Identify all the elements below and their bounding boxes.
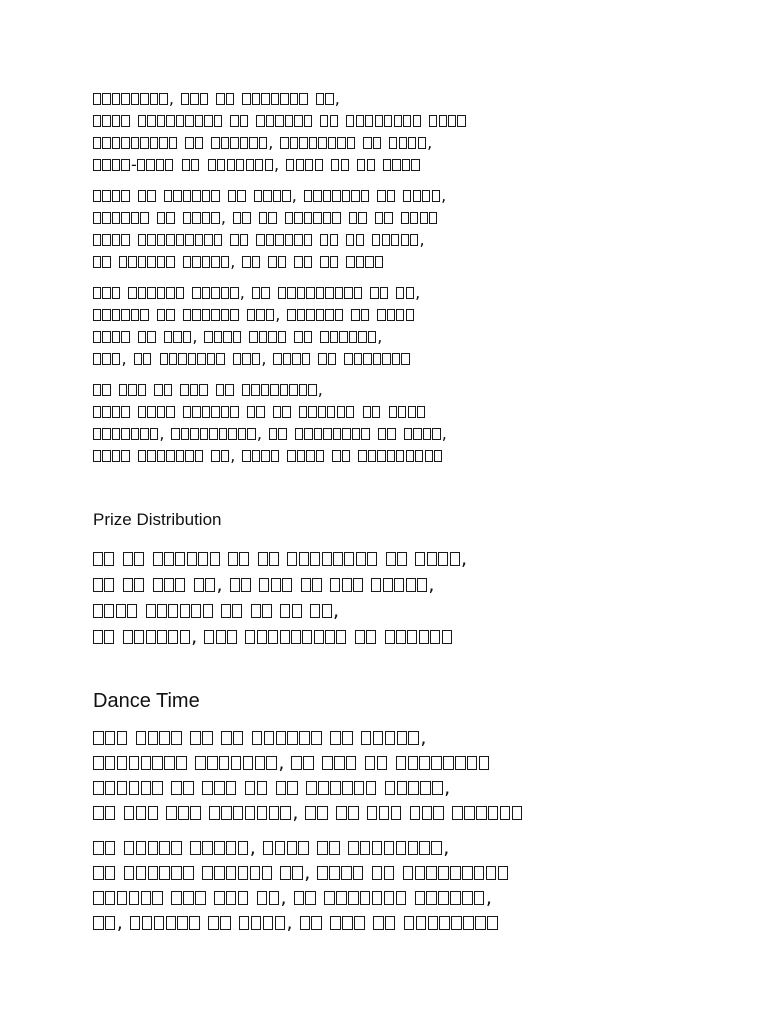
poem-line: , , xyxy=(93,88,733,110)
poem-line: , , xyxy=(93,282,733,304)
prize-distribution-heading: Prize Distribution xyxy=(93,510,222,529)
poem-line xyxy=(93,110,733,132)
dance-time-heading: Dance Time xyxy=(93,690,200,712)
poem-line: , xyxy=(93,229,733,251)
prize-line: , xyxy=(93,598,733,624)
dance-line: , xyxy=(93,776,733,801)
poem-line: , xyxy=(93,445,733,467)
poem-line: - , xyxy=(93,154,733,176)
dance-stanza-2 xyxy=(93,836,733,936)
poem-section xyxy=(93,88,733,476)
poem-line: , xyxy=(93,207,733,229)
dance-stanza-1 xyxy=(93,726,733,826)
poem-stanza-1 xyxy=(93,88,733,176)
dance-line: , , xyxy=(93,886,733,911)
poem-line xyxy=(93,401,733,423)
poem-line: , xyxy=(93,379,733,401)
dance-line: , xyxy=(93,726,733,751)
poem-stanza-3 xyxy=(93,282,733,370)
dance-line: , xyxy=(93,751,733,776)
poem-stanza-2 xyxy=(93,185,733,273)
dance-line: , xyxy=(93,801,733,826)
prize-line: , , xyxy=(93,572,733,598)
dance-section xyxy=(93,726,733,946)
poem-line: , , xyxy=(93,132,733,154)
poem-line: , , xyxy=(93,348,733,370)
poem-stanza-4 xyxy=(93,379,733,467)
poem-line: , xyxy=(93,304,733,326)
prize-line: , xyxy=(93,546,733,572)
dance-line: , , xyxy=(93,911,733,936)
poem-line: , , , xyxy=(93,423,733,445)
poem-line: , , xyxy=(93,185,733,207)
poem-line: , , xyxy=(93,326,733,348)
dance-line: , , xyxy=(93,836,733,861)
prize-section xyxy=(93,546,733,650)
poem-line: , xyxy=(93,251,733,273)
dance-line: , xyxy=(93,861,733,886)
prize-line: , xyxy=(93,624,733,650)
